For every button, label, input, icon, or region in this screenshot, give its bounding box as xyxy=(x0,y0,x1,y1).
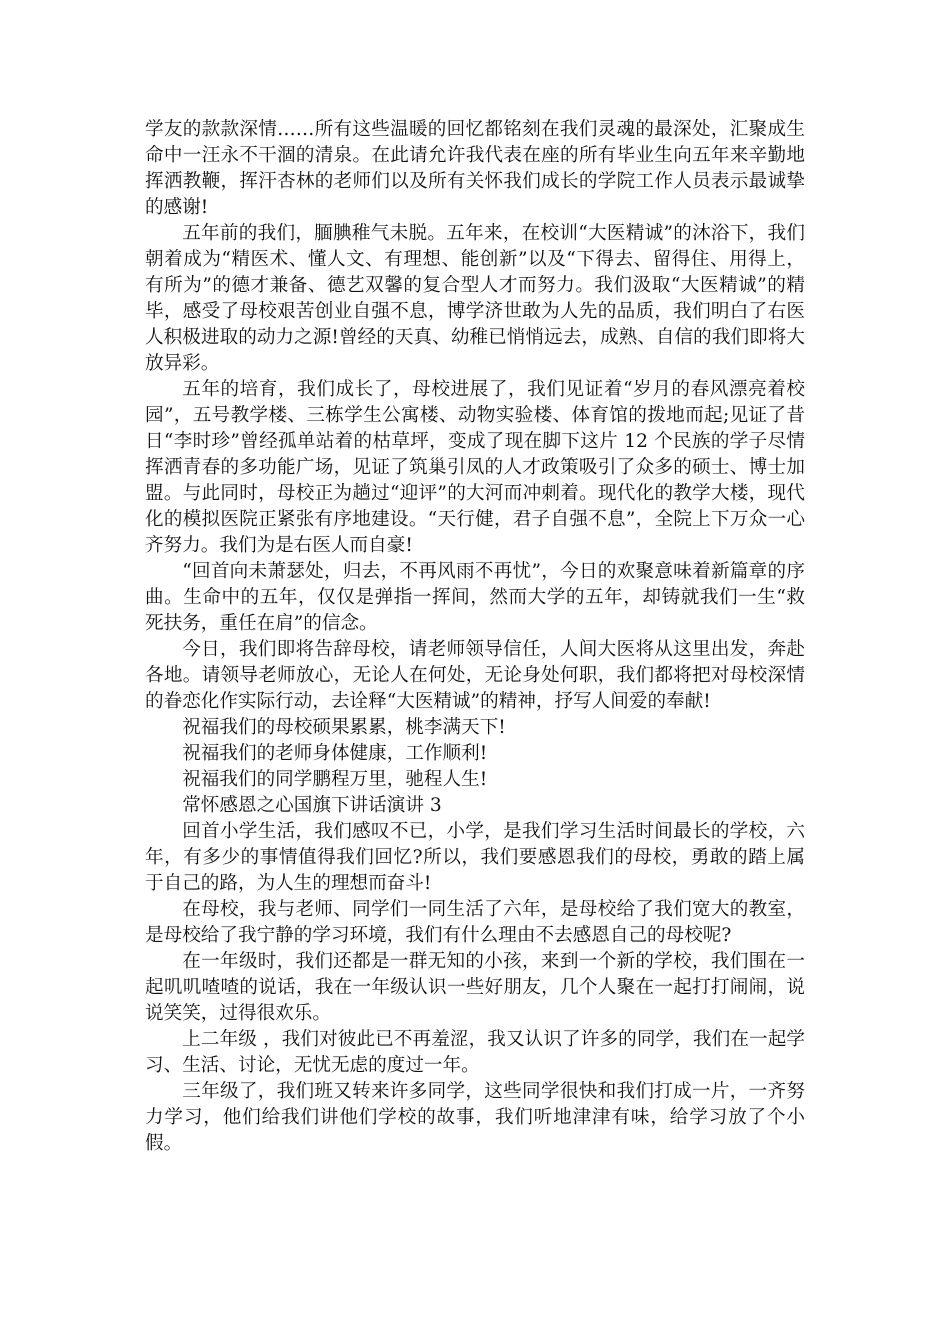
paragraph-wish-teachers: 祝福我们的老师身体健康，工作顺利! xyxy=(182,743,488,764)
paragraph-gratitude: 学友的款款深情……所有这些温暖的回忆都铭刻在我们灵魂的最深处，汇聚成生命中一汪永不干涸的清泉。在此请允许我代表在座的所有毕业生向五年来辛勤地挥洒教鞭，挥汗杏林的老师们以及所有关怀我们成长的学院工作人员表示最诚挚的感谢! xyxy=(145,119,805,218)
document-body xyxy=(145,117,805,1157)
paragraph-primary-school: 回首小学生活，我们感叹不已，小学，是我们学习生活时间最长的学校，六年，有多少的事情值得我们回忆?所以，我们要感恩我们的母校，勇敢的踏上属于自己的路，为人生的理想而奋斗! xyxy=(145,821,805,894)
section-heading: 常怀感恩之心国旗下讲话演讲 3 xyxy=(182,795,442,816)
paragraph-grade-two: 上二年级 ，我们对彼此已不再羞涩，我又认识了许多的同学，我们在一起学习、生活、讨论，无忧无虑的度过一年。 xyxy=(145,1029,805,1076)
paragraph-alma-mater: 在母校，我与老师、同学们一同生活了六年，是母校给了我们宽大的教室，是母校给了我宁静的学习环境，我们有什么理由不去感恩自己的母校呢? xyxy=(145,899,805,946)
paragraph-grade-one: 在一年级时，我们还都是一群无知的小孩，来到一个新的学校，我们围在一起叽叽喳喳的说话，我在一年级认识一些好朋友，几个人聚在一起打打闹闹，说说笑笑，过得很欢乐。 xyxy=(145,951,805,1024)
paragraph-farewell: 今日，我们即将告辞母校，请老师领导信任，人间大医将从这里出发，奔赴各地。请领导老师放心，无论人在何处，无论身处何职，我们都将把对母校深情的眷恋化作实际行动，去诠释“大医精诚”的精神，抒写人间爱的奉献! xyxy=(145,639,805,712)
paragraph-five-years-ago: 五年前的我们，腼腆稚气未脱。五年来，在校训“大医精诚”的沐浴下，我们朝着成为“精医术、懂人文、有理想、能创新”以及“下得去、留得住、用得上，有所为”的德才兼备、德艺双馨的复合型人才而努力。我们汲取“大医精诚”的精毕，感受了母校艰苦创业自强不息，博学济世敢为人先的品质，我们明白了右医人积极进取的动力之源!曾经的天真、幼稚已悄悄远去，成熟、自信的我们即将大放异彩。 xyxy=(145,223,805,374)
paragraph-wish-classmates: 祝福我们的同学鹏程万里，驰程人生! xyxy=(182,769,488,790)
paragraph-grade-three: 三年级了，我们班又转来许多同学，这些同学很快和我们打成一片，一齐努力学习，他们给我们讲他们学校的故事，我们听地津津有味，给学习放了个小假。 xyxy=(145,1081,805,1154)
paragraph-looking-back: “回首向未萧瑟处，归去，不再风雨不再忧”，今日的欢聚意味着新篇章的序曲。生命中的五年，仅仅是弹指一挥间，然而大学的五年，却铸就我们一生“救死扶务，重任在肩”的信念。 xyxy=(145,561,805,634)
paragraph-campus-growth: 五年的培育，我们成长了，母校进展了，我们见证着“岁月的春风漂亮着校园”，五号教学楼、三栋学生公寓楼、动物实验楼、体育馆的拨地而起;见证了昔日“李时珍”曾经孤单站着的枯草坪，变成了现在脚下这片 12 个民族的学子尽情挥洒青春的多功能广场，见证了筑巢引凤的人才政策吸引了众多的硕士、博士加盟。与此同时，母校正为趟过“迎评”的大河而冲刺着。现代化的教学大楼，现代化的模拟医院正紧张有序地建设。“天行健，君子自强不息”，全院上下万众一心齐努力。我们为是右医人而自豪! xyxy=(145,379,805,556)
paragraph-wish-school: 祝福我们的母校硕果累累，桃李满天下! xyxy=(182,717,506,738)
